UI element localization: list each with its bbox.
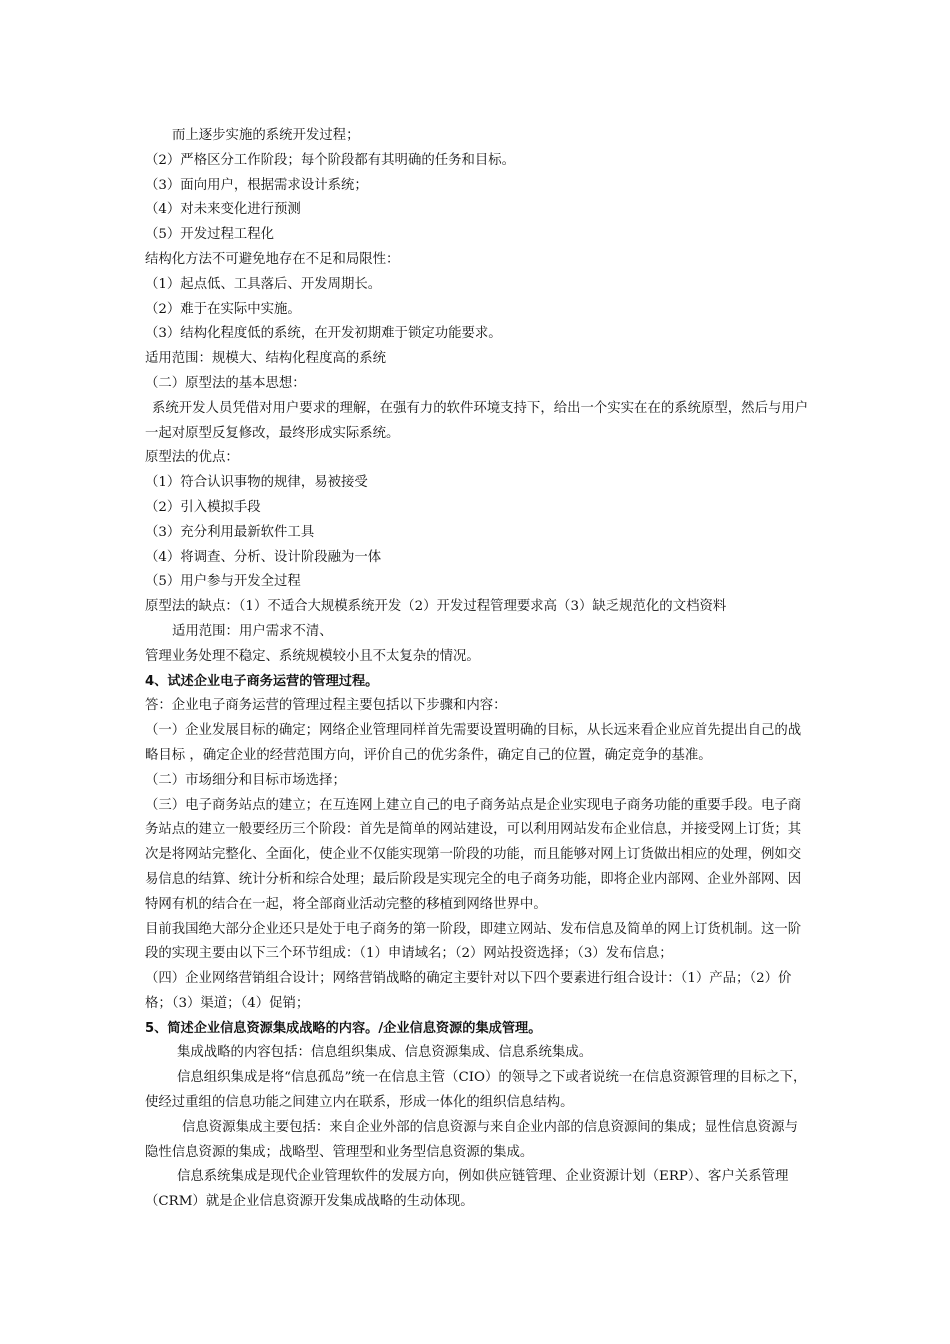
list-item: （1）起点低、工具落后、开发周期长。 [145,276,382,292]
paragraph: （四）企业网络营销组合设计；网络营销战略的确定主要针对以下四个要素进行组合设计：（1）产品；（2）价格；（3）渠道；（4）促销； [145,971,792,1011]
paragraph: 结构化方法不可避免地存在不足和局限性： [145,251,400,267]
paragraph: 集成战略的内容包括：信息组织集成、信息资源集成、信息系统集成。 [177,1045,593,1061]
paragraph: 目前我国绝大部分企业还只是处于电子商务的第一阶段，即建立网站、发布信息及简单的网上订货机制。这一阶段的实现主要由以下三个环节组成：（1）申请域名；（2）网站投资选择；（3）发布信息； [145,921,802,962]
paragraph: （三）电子商务站点的建立；在互连网上建立自己的电子商务站点是企业实现电子商务功能的重要手段。电子商务站点的建立一般要经历三个阶段：首先是简单的网站建设，可以利用网站发布企业信息，并接受网上订货；其次是将网站完整化、全面化，使企业不仅能实现第一阶段的功能，而且能够对网上订货做出相应的处理，例如交易信息的结算、统计分析和综合处理；最后阶段是实现完全的电子商务功能，即将企业内部网、企业外部网、因特网有机的结合在一起，将全部商业活动完整的移植到网络世界中。 [145,797,802,912]
paragraph: 原型法的缺点：（1）不适合大规模系统开发（2）开发过程管理要求高（3）缺乏规范化的文档资料 [145,599,727,615]
list-item: （1）符合认识事物的规律，易被接受 [145,475,368,491]
paragraph: 原型法的优点： [145,450,239,466]
paragraph: 系统开发人员凭借对用户要求的理解，在强有力的软件环境支持下，给出一个实实在在的系统原型，然后与用户一起对原型反复修改，最终形成实际系统。 [145,400,809,441]
list-item: （3）结构化程度低的系统，在开发初期难于锁定功能要求。 [145,326,502,342]
list-item: （3）充分利用最新软件工具 [145,524,315,540]
paragraph: 适用范围：用户需求不清、 [172,623,333,639]
paragraph: 信息组织集成是将“信息孤岛”统一在信息主管（CIO）的领导之下或者说统一在信息资源管理的目标之下，使经过重组的信息功能之间建立内在联系，形成一体化的组织信息结构。 [145,1070,807,1111]
paragraph: 信息系统集成是现代企业管理软件的发展方向，例如供应链管理、企业资源计划（ERP）、客户关系管理（CRM）就是企业信息资源开发集成战略的生动体现。 [145,1169,789,1210]
paragraph: （二）市场细分和目标市场选择； [145,772,346,788]
paragraph: 而上逐步实施的系统开发过程； [172,128,360,143]
section-subheading: （二）原型法的基本思想： [145,375,306,391]
list-item: （4）将调查、分析、设计阶段融为一体 [145,549,382,565]
paragraph: 适用范围：规模大、结构化程度高的系统 [145,351,387,367]
list-item: （3）面向用户，根据需求设计系统； [145,177,368,193]
list-item: （4）对未来变化进行预测 [145,202,301,218]
list-item: （5）开发过程工程化 [145,227,275,243]
document-page [145,124,810,1215]
question-heading: 4、试述企业电子商务运营的管理过程。 [145,673,379,689]
paragraph: （一）企业发展目标的确定；网络企业管理同样首先需要设置明确的目标，从长远来看企业应首先提出自己的战略目标 ，确定企业的经营范围方向，评价自己的优劣条件，确定自己的位置，确定竞争的基准。 [145,723,802,763]
list-item: （2）难于在实际中实施。 [145,301,301,317]
list-item: （5）用户参与开发全过程 [145,574,301,590]
paragraph: 信息资源集成主要包括：来自企业外部的信息资源与来自企业内部的信息资源间的集成；显性信息资源与隐性信息资源的集成；战略型、管理型和业务型信息资源的集成。 [145,1119,798,1160]
paragraph: 管理业务处理不稳定、系统规模较小且不太复杂的情况。 [145,648,480,664]
paragraph: 答：企业电子商务运营的管理过程主要包括以下步骤和内容： [145,698,507,714]
list-item: （2）引入模拟手段 [145,499,261,515]
list-item: （2）严格区分工作阶段；每个阶段都有其明确的任务和目标。 [145,152,516,168]
question-heading: 5、简述企业信息资源集成战略的内容。/企业信息资源的集成管理。 [145,1020,542,1036]
